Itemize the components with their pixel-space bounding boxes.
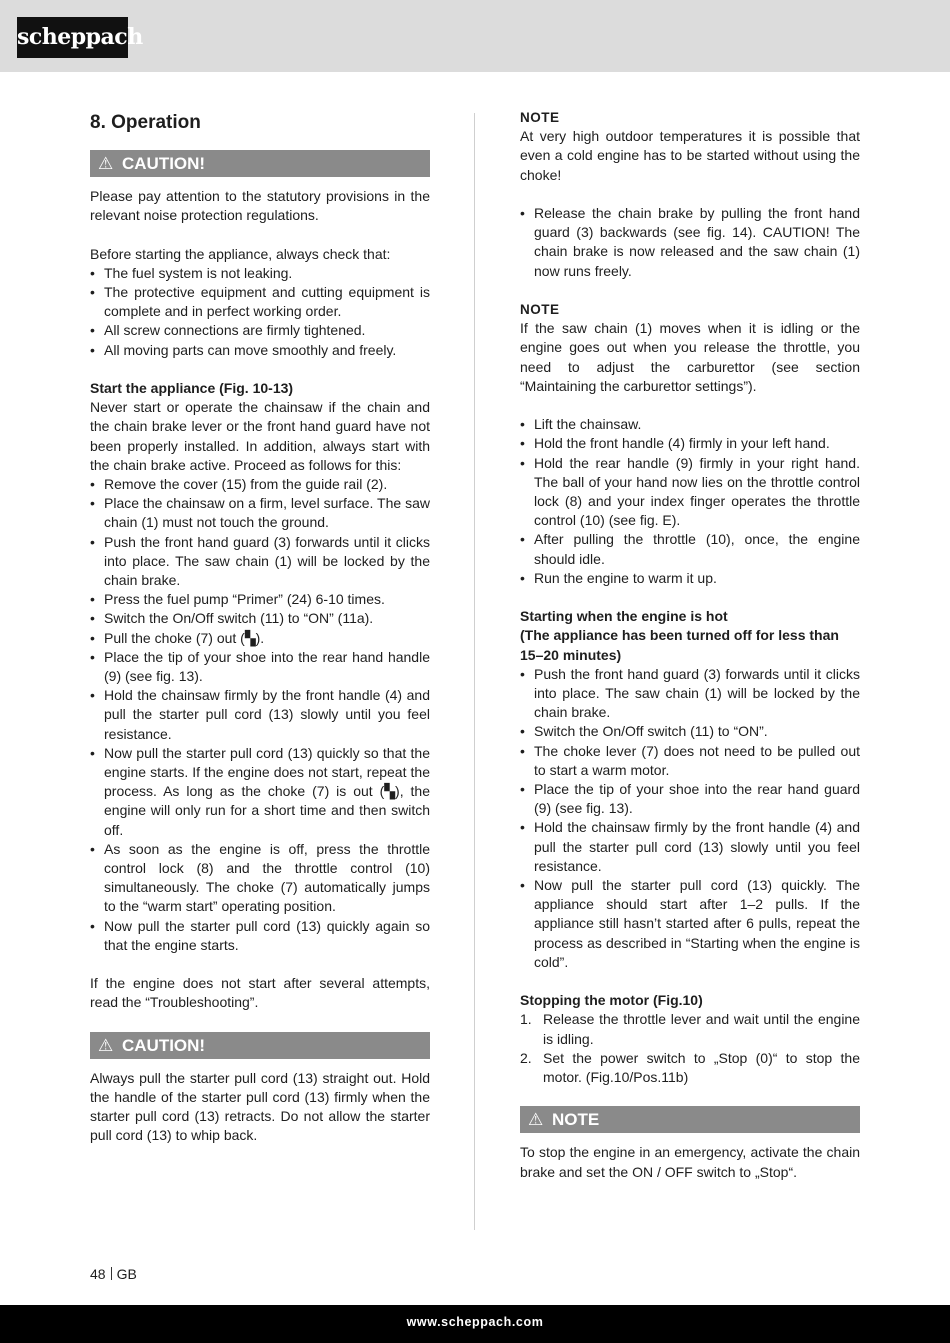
- release-list: [520, 204, 860, 281]
- start-steps: [90, 475, 430, 955]
- caution-text: Please pay attention to the statutory provisions in the relevant noise protection regulations.: [90, 188, 430, 224]
- note-text: If the saw chain (1) moves when it is idling or the engine goes out when you release the throttle, you need to adjust the carburettor (see section “Maintaining the carburettor settings”).: [520, 320, 860, 394]
- list-item: 1. Release the throttle lever and wait until the engine is idling.: [520, 1011, 860, 1047]
- list-item: • The fuel system is not leaking.: [90, 264, 430, 283]
- list-item: • Hold the chainsaw firmly by the front handle (4) and pull the starter pull cord (13) slowly until you feel resistance.: [90, 686, 430, 744]
- list-item: • The choke lever (7) does not need to be pulled out to start a warm motor.: [520, 742, 860, 780]
- list-item: • Hold the chainsaw firmly by the front handle (4) and pull the starter pull cord (13) slowly until you feel resistance.: [520, 818, 860, 876]
- warning-triangle-icon: ⚠: [528, 1110, 544, 1130]
- hot-heading: Starting when the engine is hot: [520, 608, 728, 625]
- list-item: 2. Set the power switch to „Stop (0)“ to stop the motor. (Fig.10/Pos.11b): [520, 1049, 860, 1086]
- caution-label: CAUTION!: [121, 1035, 206, 1055]
- list-item: • Push the front hand guard (3) forwards until it clicks into place. The saw chain (1) will be locked by the chain brake.: [520, 665, 860, 723]
- hot-subheading: (The appliance has been turned off for less than 15–20 minutes): [520, 627, 839, 663]
- list-item: • Lift the chainsaw.: [520, 415, 860, 434]
- caution-bar: [90, 150, 430, 177]
- caution-text: Always pull the starter pull cord (13) straight out. Hold the handle of the starter pull cord (13) firmly when the starter pull cord (13) retracts. Do not allow the starter pull cord (13) to whip back.: [90, 1069, 430, 1144]
- list-item: • Push the front hand guard (3) forwards until it clicks into place. The saw chain (1) will be locked by the chain brake.: [90, 533, 430, 591]
- hot-list: [520, 665, 860, 972]
- page-number: 48 GB: [90, 1266, 137, 1282]
- list-item: • Hold the front handle (4) firmly in your left hand.: [520, 434, 860, 453]
- stop-list: [520, 1010, 860, 1087]
- list-item: • Switch the On/Off switch (11) to “ON” (11a).: [90, 609, 430, 628]
- list-item: • Now pull the starter pull cord (13) quickly so that the engine starts. If the engine does not start, repeat the process. As long as the choke (7) is out (▚), the engine will only run for a short time and then switch off.: [90, 744, 430, 840]
- caution-bar: [90, 1032, 430, 1059]
- list-item: • Place the chainsaw on a firm, level surface. The saw chain (1) must not touch the ground.: [90, 494, 430, 532]
- stop-heading: Stopping the motor (Fig.10): [520, 992, 703, 1009]
- note-bar-label: NOTE: [551, 1110, 600, 1130]
- note-text: At very high outdoor temperatures it is possible that even a cold engine has to be started without using the choke!: [520, 128, 860, 183]
- brand-logo: scheppach: [17, 17, 128, 58]
- column-divider: [474, 113, 475, 1230]
- right-column: [520, 108, 860, 1182]
- list-item: • Run the engine to warm it up.: [520, 569, 860, 588]
- start-intro: Never start or operate the chainsaw if the chain and the chain brake lever or the front hand guard have not been properly installed. In addition, always start with the chain brake active. Proceed as follows for this:: [90, 399, 430, 473]
- note-text: To stop the engine in an emergency, activate the chain brake and set the ON / OFF switch to „Stop“.: [520, 1144, 860, 1180]
- run-list: [520, 415, 860, 588]
- list-item: • All screw connections are firmly tightened.: [90, 321, 430, 340]
- list-item: • Place the tip of your shoe into the rear hand guard (9) (see fig. 13).: [520, 780, 860, 818]
- list-item: • All moving parts can move smoothly and freely.: [90, 341, 430, 360]
- section-title: 8. Operation: [90, 112, 201, 133]
- list-item: • Remove the cover (15) from the guide rail (2).: [90, 475, 430, 494]
- list-item: • Release the chain brake by pulling the front hand guard (3) backwards (see fig. 14). CAUTION! The chain brake is now released and the saw chain (1) now runs freely.: [520, 204, 860, 281]
- note-bar: [520, 1106, 860, 1133]
- list-item: • Press the fuel pump “Primer” (24) 6-10 times.: [90, 590, 430, 609]
- list-item: • Place the tip of your shoe into the rear hand handle (9) (see fig. 13).: [90, 648, 430, 686]
- warning-triangle-icon: ⚠: [98, 1035, 114, 1055]
- list-item: • The protective equipment and cutting equipment is complete and in perfect working order.: [90, 283, 430, 321]
- website-url: www.scheppach.com: [406, 1315, 544, 1329]
- left-column: [90, 108, 430, 1146]
- list-item: • Now pull the starter pull cord (13) quickly. The appliance should start after 1–2 pulls. If the appliance still hasn’t started after 6 pulls, repeat the process as described in “Starting when the engine is cold”.: [520, 876, 860, 972]
- list-item: • After pulling the throttle (10), once, the engine should idle.: [520, 530, 860, 568]
- list-item: • As soon as the engine is off, press the throttle control lock (8) and the throttle control (10) simultaneously. The choke (7) automatically jumps to the “warm start” operating position.: [90, 840, 430, 917]
- check-list: [90, 264, 430, 360]
- list-item: • Hold the rear handle (9) firmly in your right hand. The ball of your hand now lies on the throttle control lock (8) and your index finger operates the throttle control (10) (see fig. E).: [520, 454, 860, 531]
- note-label: NOTE: [520, 302, 560, 317]
- list-item: • Now pull the starter pull cord (13) quickly again so that the engine starts.: [90, 917, 430, 955]
- header-band: [0, 0, 950, 72]
- footer-band: [0, 1305, 950, 1343]
- check-intro: Before starting the appliance, always check that:: [90, 245, 391, 262]
- start-heading: Start the appliance (Fig. 10-13): [90, 380, 294, 396]
- note-label: NOTE: [520, 110, 560, 125]
- no-start-text: If the engine does not start after several attempts, read the “Troubleshooting”.: [90, 975, 430, 1011]
- list-item: • Pull the choke (7) out (▚).: [90, 629, 430, 648]
- list-item: • Switch the On/Off switch (11) to “ON”.: [520, 722, 860, 741]
- warning-triangle-icon: ⚠: [98, 154, 114, 173]
- caution-label: CAUTION!: [121, 154, 206, 173]
